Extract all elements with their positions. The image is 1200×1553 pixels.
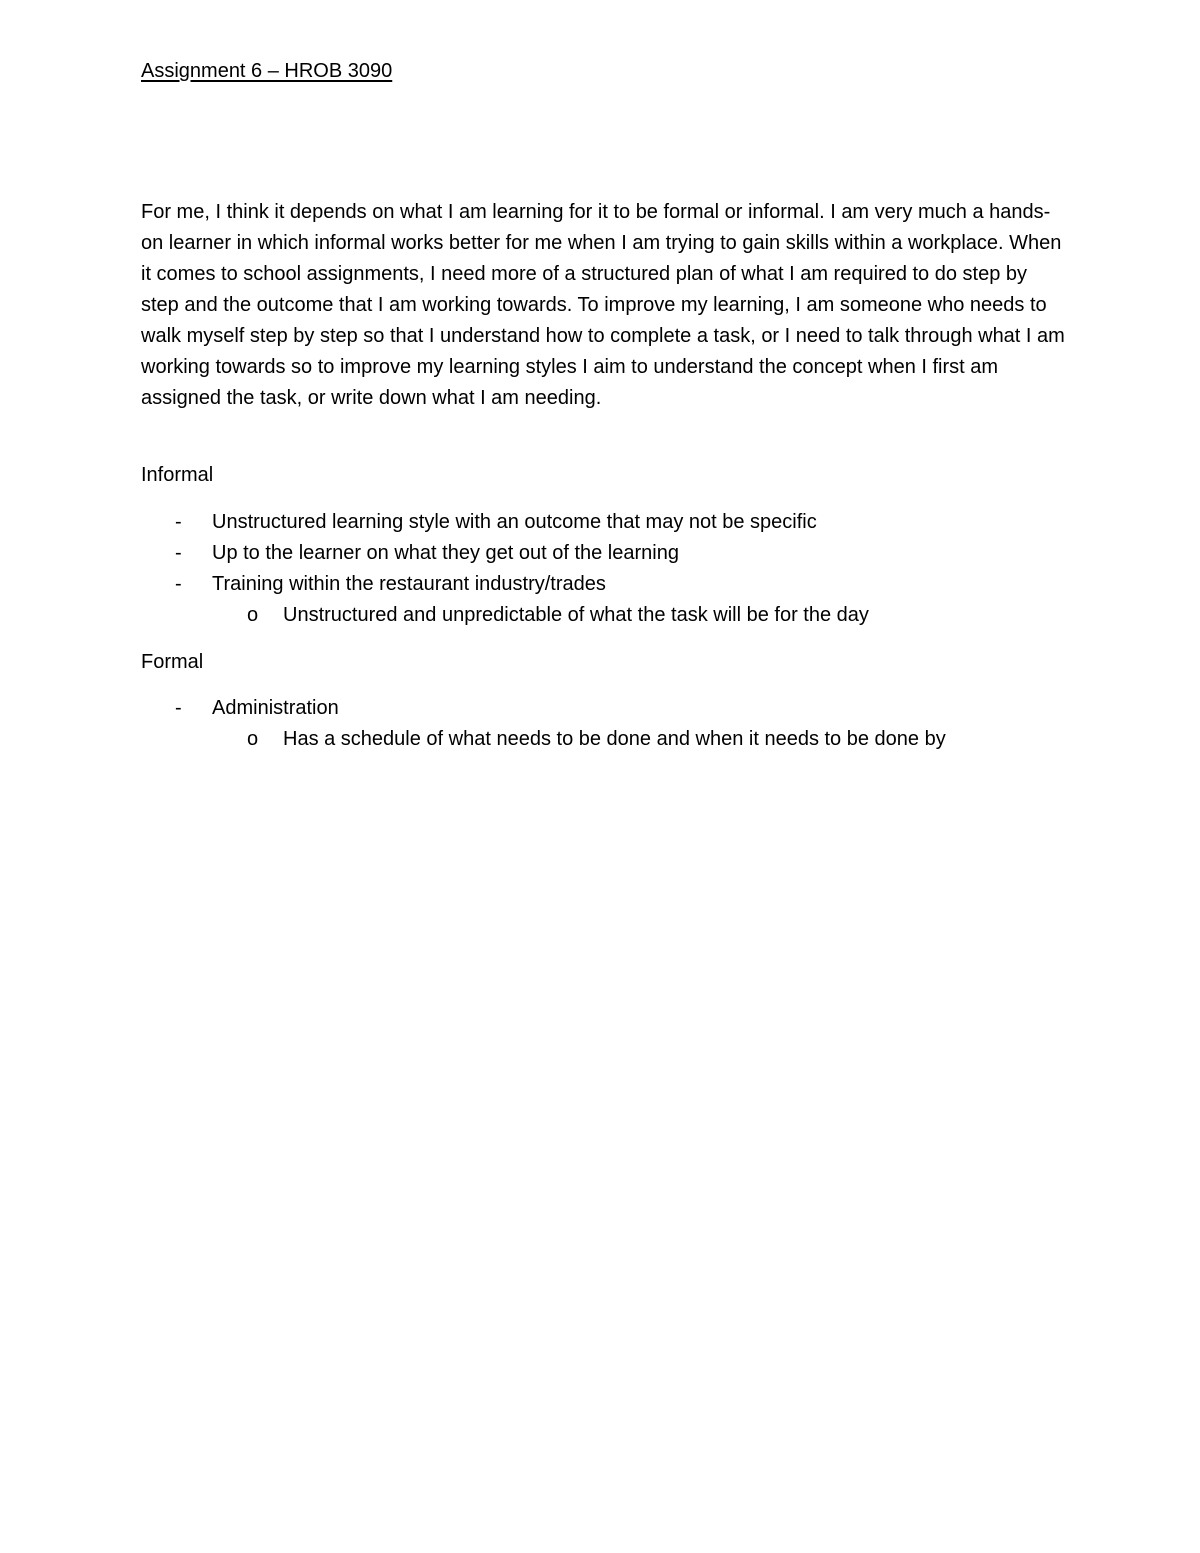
circle-bullet-icon: o	[247, 604, 259, 626]
section-heading-informal: Informal	[141, 464, 214, 486]
informal-list	[141, 507, 1071, 631]
list-item-text: Has a schedule of what needs to be done and when it needs to be done by	[283, 728, 946, 750]
list-item-text: Unstructured and unpredictable of what the task will be for the day	[283, 604, 869, 626]
body-paragraph: For me, I think it depends on what I am learning for it to be formal or informal. I am very much a hands-on learner in which informal works better for me when I am trying to gain skills within a workplace. When it comes to school assignments, I need more of a structured plan of what I am required to do step by step and the outcome that I am working towards. To improve my learning, I am someone who needs to walk myself step by step so that I understand how to complete a task, or I need to talk through what I am working towards so to improve my learning styles I aim to understand the concept when I first am assigned the task, or write down what I am needing.	[141, 201, 1065, 409]
dash-bullet-icon: -	[175, 511, 182, 533]
formal-list	[141, 693, 1071, 755]
sub-list-item	[141, 600, 1071, 631]
list-item-text: Up to the learner on what they get out of the learning	[212, 542, 679, 564]
dash-bullet-icon: -	[175, 573, 182, 595]
list-item	[141, 693, 1071, 724]
document-title: Assignment 6 – HROB 3090	[141, 60, 393, 82]
list-item-text: Unstructured learning style with an outcome that may not be specific	[212, 511, 817, 533]
dash-bullet-icon: -	[175, 697, 182, 719]
list-item-text: Training within the restaurant industry/trades	[212, 573, 606, 595]
list-item-text: Administration	[212, 697, 339, 719]
sub-list-item	[141, 724, 1071, 755]
circle-bullet-icon: o	[247, 728, 259, 750]
list-item	[141, 538, 1071, 569]
list-item	[141, 507, 1071, 538]
section-heading-formal: Formal	[141, 651, 204, 673]
list-item	[141, 569, 1071, 600]
dash-bullet-icon: -	[175, 542, 182, 564]
